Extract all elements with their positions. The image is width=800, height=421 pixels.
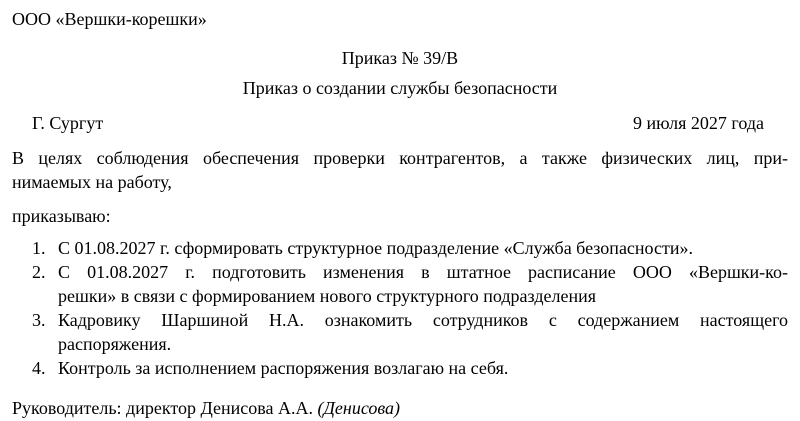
item-number: 2. — [32, 262, 46, 282]
order-title: Приказ № 39/В — [341, 48, 459, 68]
list-item — [12, 356, 788, 380]
list-item — [12, 236, 788, 260]
list-item — [12, 308, 788, 356]
item-text — [58, 260, 788, 308]
city: Г. Сургут — [32, 113, 104, 133]
company-name: ООО «Вершки-корешки» — [12, 9, 207, 29]
list-item — [12, 260, 788, 308]
signature-label: Руководитель: директор Денисова А.А. — [12, 398, 313, 418]
order-items — [12, 236, 788, 380]
item-line: распоряжения. — [58, 334, 172, 354]
item-number: 4. — [32, 358, 46, 378]
preamble-line: нимаемых на работу, — [12, 172, 172, 192]
item-text — [58, 236, 788, 260]
signature-name: (Денисова) — [317, 398, 401, 418]
signature — [12, 396, 400, 420]
item-line: Контроль за исполнением распоряжения возлагаю на себя. — [58, 358, 509, 378]
order-subject: Приказ о создании службы безопасности — [242, 78, 558, 98]
item-line: решки» в связи с формированием нового структурного подразделения — [58, 286, 596, 306]
item-number: 1. — [32, 238, 46, 258]
preamble-line: В целях соблюдения обеспечения проверки контрагентов, а также физических лиц, при- — [12, 148, 788, 168]
order-word: приказываю: — [12, 206, 111, 226]
preamble — [12, 146, 788, 194]
item-text — [58, 356, 788, 380]
item-line: С 01.08.2027 г. подготовить изменения в штатное расписание ООО «Вершки-ко- — [58, 262, 788, 282]
item-number: 3. — [32, 310, 46, 330]
item-text — [58, 308, 788, 356]
item-line: С 01.08.2027 г. сформировать структурное подразделение «Служба безопасности». — [58, 238, 693, 258]
item-line: Кадровику Шаршиной Н.А. ознакомить сотрудников с содержанием настоящего — [58, 310, 788, 330]
order-date: 9 июля 2027 года — [633, 113, 764, 133]
